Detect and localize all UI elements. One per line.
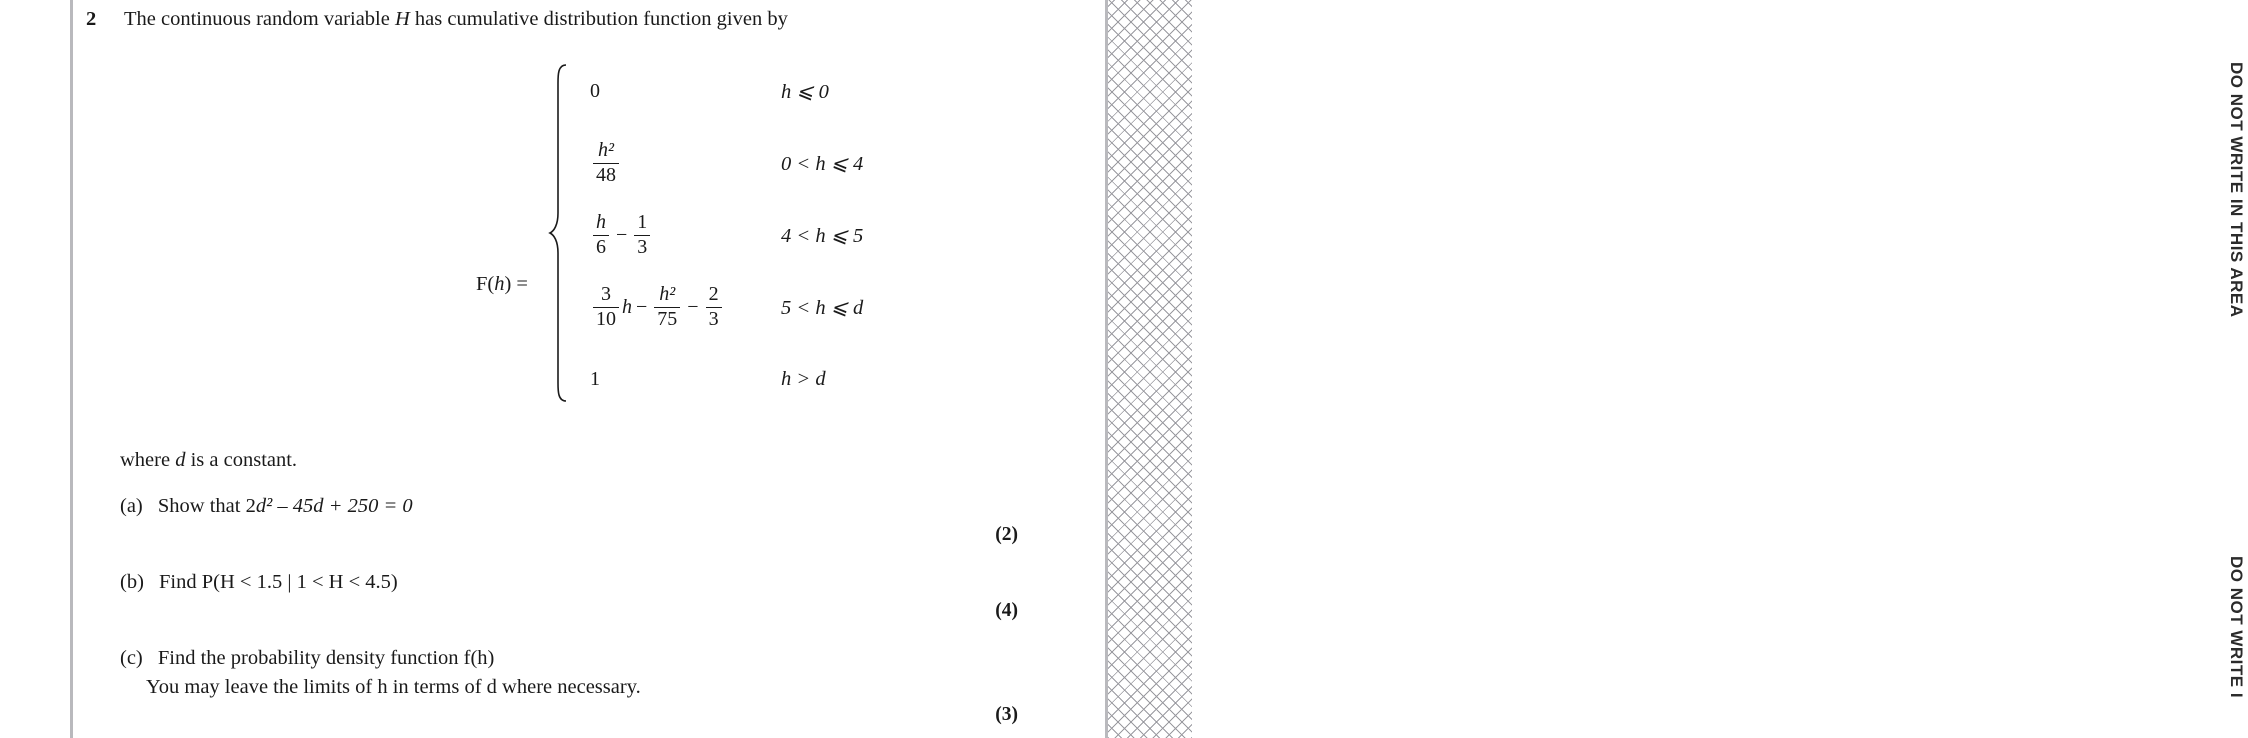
part-c <box>120 647 494 670</box>
fraction <box>706 284 722 329</box>
fraction-numerator: 2 <box>708 283 719 306</box>
case-condition <box>781 127 863 199</box>
function-label: F(h) = <box>476 273 528 295</box>
case-expression <box>576 199 776 271</box>
fraction-denominator: 48 <box>593 163 619 186</box>
fraction-denominator: 75 <box>654 307 680 330</box>
part-c-marks: (3) <box>995 704 1018 725</box>
part-a-math: d² – 45d + 250 = 0 <box>255 495 413 517</box>
fraction-denominator: 10 <box>593 307 619 330</box>
fraction <box>593 284 619 329</box>
part-a-text <box>158 495 413 517</box>
cdf-piecewise-block <box>386 55 1006 415</box>
case-expression <box>576 271 776 343</box>
margin-note-top: DO NOT WRITE IN THIS AREA <box>2224 58 2248 322</box>
where-post: is a constant. <box>185 449 298 471</box>
stem-text-before: The continuous random variable <box>124 8 395 30</box>
part-c-label: (c) <box>120 647 143 669</box>
operator: − <box>616 223 628 246</box>
case-row <box>576 55 996 127</box>
fraction-numerator: 1 <box>637 211 648 234</box>
case-value: 1 <box>590 367 600 390</box>
case-expression <box>576 55 776 127</box>
part-b <box>120 571 398 594</box>
case-condition-text: h > d <box>781 367 826 390</box>
case-condition-text: 4 < h ⩽ 5 <box>781 224 864 247</box>
fraction <box>593 212 609 257</box>
fraction-denominator: 6 <box>593 235 609 258</box>
variable-h: h <box>622 295 632 318</box>
part-b-text: Find P(H < 1.5 | 1 < H < 4.5) <box>159 571 398 593</box>
where-variable: d <box>175 449 186 471</box>
case-row <box>576 343 996 415</box>
case-row <box>576 271 996 343</box>
operator: − <box>636 295 648 318</box>
question-number: 2 <box>86 8 97 30</box>
question-content <box>86 0 1096 738</box>
margin-note-bottom: DO NOT WRITE I <box>2224 552 2248 702</box>
case-expression <box>576 127 776 199</box>
fraction <box>593 140 619 185</box>
part-a-label: (a) <box>120 495 143 517</box>
operator: − <box>687 295 699 318</box>
stem-text-after: has cumulative distribution function given by <box>409 8 788 30</box>
case-condition <box>781 55 829 127</box>
fraction <box>634 212 650 257</box>
case-condition <box>781 343 826 415</box>
fraction <box>654 284 680 329</box>
part-b-label: (b) <box>120 571 144 593</box>
part-a-marks: (2) <box>995 524 1018 545</box>
stem-variable: H <box>394 8 410 30</box>
part-a-text-pre: Show that 2 <box>157 495 256 517</box>
fraction-numerator: 3 <box>601 283 611 306</box>
fraction-numerator: h² <box>598 139 614 162</box>
fraction-denominator: 3 <box>634 235 650 258</box>
question-stem <box>124 8 788 31</box>
part-c-text: Find the probability density function f(h) <box>157 647 495 669</box>
part-b-marks: (4) <box>995 600 1018 621</box>
part-c-text-line2: You may leave the limits of h in terms of d where necessary. <box>146 676 641 698</box>
do-not-write-margin-strip <box>1108 0 2246 738</box>
case-condition-text: h ⩽ 0 <box>781 80 829 103</box>
case-row <box>576 199 996 271</box>
case-condition <box>781 271 863 343</box>
where-pre: where <box>120 449 176 471</box>
case-expression <box>576 343 776 415</box>
part-a <box>120 495 413 518</box>
case-row <box>576 127 996 199</box>
case-value: 0 <box>590 79 600 102</box>
large-left-brace <box>548 63 570 403</box>
page-left-rule <box>70 0 73 738</box>
case-condition-text: 0 < h ⩽ 4 <box>781 152 864 175</box>
fraction-numerator: h² <box>659 283 676 306</box>
fraction-denominator: 3 <box>706 307 722 330</box>
where-clause <box>120 449 297 472</box>
case-condition <box>781 199 863 271</box>
fraction-numerator: h <box>596 211 606 234</box>
case-condition-text: 5 < h ⩽ d <box>781 296 864 319</box>
